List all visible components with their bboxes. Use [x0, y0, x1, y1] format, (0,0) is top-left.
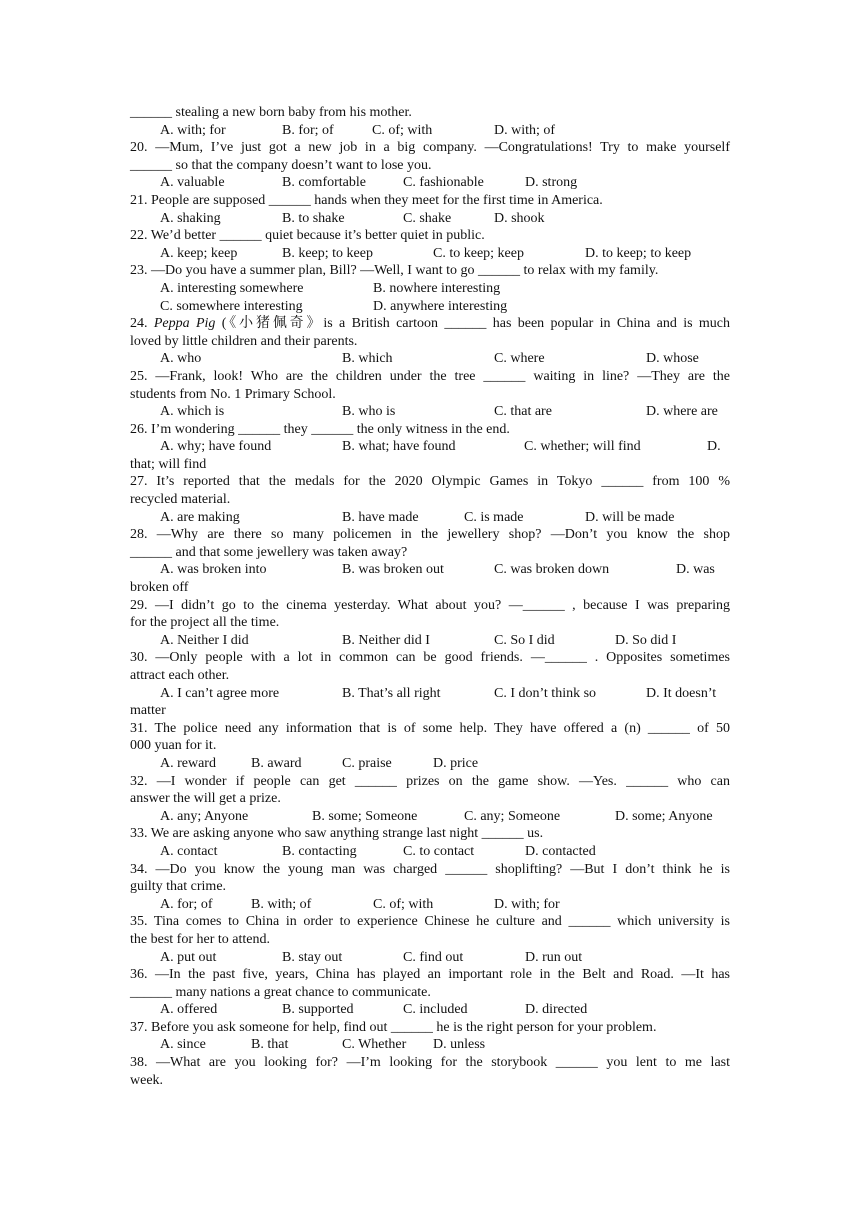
answer-option: A. offered	[160, 1002, 218, 1018]
answer-option: C. whether; will find	[524, 439, 641, 455]
question-line: the best for her to attend.	[130, 931, 270, 947]
question-line: 21. People are supposed ______ hands when they meet for the first time in America.	[130, 192, 603, 208]
answer-option: D. directed	[525, 1002, 588, 1018]
answer-options-row	[130, 808, 730, 826]
answer-option: B. what; have found	[342, 439, 456, 455]
answer-option: A. I can’t agree more	[160, 685, 280, 701]
question-line: ______ and that some jewellery was taken away?	[130, 544, 408, 560]
question-line: matter	[130, 703, 166, 719]
answer-option: C. is made	[464, 509, 524, 525]
answer-option: C. praise	[342, 755, 392, 771]
answer-option: D. shook	[494, 210, 545, 226]
answer-option: A. keep; keep	[160, 245, 238, 261]
answer-option: C. where	[494, 351, 545, 367]
answer-options-row	[130, 280, 730, 298]
answer-option: D. It doesn’t	[646, 685, 717, 701]
answer-option: B. award	[251, 755, 302, 771]
answer-options-row	[130, 122, 730, 140]
answer-options-row	[130, 174, 730, 192]
question-line: 28. —Why are there so many policemen in the jewellery shop? —Don’t you know the shop	[130, 527, 730, 543]
question-line: recycled material.	[130, 492, 231, 508]
answer-option: B. who is	[342, 404, 396, 420]
answer-option: B. keep; to keep	[282, 245, 373, 261]
question-line: students from No. 1 Primary School.	[130, 386, 336, 402]
answer-option: A. since	[160, 1037, 206, 1053]
question-line: 36. —In the past five, years, China has played an important role in the Belt and Road. —It has	[130, 967, 730, 983]
question-line: 38. —What are you looking for? —I’m looking for the storybook ______ you lent to me last	[130, 1055, 730, 1071]
answer-option: A. with; for	[160, 122, 226, 138]
answer-option: A. was broken into	[160, 562, 267, 578]
question-line: 33. We are asking anyone who saw anything strange last night ______ us.	[130, 826, 544, 842]
answer-option: D. run out	[525, 949, 583, 965]
answer-option: C. find out	[403, 949, 464, 965]
question-line: week.	[130, 1072, 164, 1088]
italic-title: Peppa Pig	[153, 316, 216, 332]
answer-option: A. reward	[160, 755, 216, 771]
answer-options-row	[130, 403, 730, 421]
answer-option: B. supported	[282, 1002, 354, 1018]
answer-options-row	[130, 1036, 730, 1054]
question-line: 31. The police need any information that is of some help. They have offered a (n) ______ of 50	[130, 720, 730, 736]
answer-option: D.	[707, 439, 721, 455]
answer-option: D. So did I	[615, 632, 677, 648]
question-line: 27. It’s reported that the medals for the 2020 Olympic Games in Tokyo ______ from 100 %	[130, 474, 730, 490]
answer-option: C. Whether	[342, 1037, 407, 1053]
question-line: 37. Before you ask someone for help, find out ______ he is the right person for your problem.	[130, 1019, 657, 1035]
answer-option: C. shake	[403, 210, 452, 226]
answer-option: C. I don’t think so	[494, 685, 597, 701]
answer-options-row	[130, 210, 730, 228]
answer-option: A. who	[160, 351, 202, 367]
answer-options-row	[130, 755, 730, 773]
answer-option: D. anywhere interesting	[373, 298, 508, 314]
answer-option: D. some; Anyone	[615, 808, 713, 824]
answer-options-row	[130, 298, 730, 316]
question-line: ______ many nations a great chance to communicate.	[130, 984, 431, 1000]
question-line: guilty that crime.	[130, 879, 227, 895]
answer-options-row	[130, 843, 730, 861]
question-line: loved by little children and their parents.	[130, 333, 358, 349]
answer-option: A. which is	[160, 404, 225, 420]
answer-option: B. That’s all right	[342, 685, 441, 701]
question-number: 24.	[130, 316, 154, 332]
answer-option: D. strong	[525, 175, 578, 191]
answer-option: C. that are	[494, 404, 552, 420]
answer-option: D. price	[433, 755, 479, 771]
answer-option: C. was broken down	[494, 562, 610, 578]
answer-option: A. put out	[160, 949, 217, 965]
answer-option: C. included	[403, 1002, 468, 1018]
answer-option: A. why; have found	[160, 439, 272, 455]
answer-option: C. any; Someone	[464, 808, 561, 824]
question-line: for the project all the time.	[130, 615, 280, 631]
answer-option: D. with; for	[494, 896, 560, 912]
question-line: ______ so that the company doesn’t want to lose you.	[130, 157, 432, 173]
answer-option: C. to contact	[403, 843, 475, 859]
answer-options-row	[130, 1001, 730, 1019]
answer-option: D. unless	[433, 1037, 486, 1053]
answer-option: C. to keep; keep	[433, 245, 524, 261]
question-line: answer the will get a prize.	[130, 791, 281, 807]
answer-option: B. for; of	[282, 122, 334, 138]
answer-option: A. valuable	[160, 175, 225, 191]
question-line: 26. I’m wondering ______ they ______ the only witness in the end.	[130, 421, 510, 437]
answer-option: C. of; with	[373, 896, 434, 912]
question-line: 25. —Frank, look! Who are the children under the tree ______ waiting in line? —They are the	[130, 368, 730, 384]
answer-option: B. stay out	[282, 949, 343, 965]
question-line: broken off	[130, 580, 189, 596]
answer-options-row	[130, 350, 730, 368]
answer-option: C. of; with	[372, 122, 433, 138]
answer-option: B. to shake	[282, 210, 345, 226]
exam-page	[130, 104, 730, 1089]
answer-option: D. was	[676, 562, 715, 578]
question-line	[130, 315, 730, 333]
answer-options-row	[130, 896, 730, 914]
answer-option: B. nowhere interesting	[373, 280, 501, 296]
question-line: 29. —I didn’t go to the cinema yesterday. What about you? —______ , because I was preparing	[130, 597, 730, 613]
answer-option: D. where are	[646, 404, 718, 420]
answer-option: D. contacted	[525, 843, 596, 859]
answer-option: B. Neither did I	[342, 632, 430, 648]
answer-option: B. with; of	[251, 896, 312, 912]
answer-option: B. was broken out	[342, 562, 444, 578]
answer-option: B. comfortable	[282, 175, 366, 191]
answer-option: A. interesting somewhere	[160, 280, 304, 296]
question-line: 20. —Mum, I’ve just got a new job in a big company. —Congratulations! Try to make yourself	[130, 140, 730, 156]
answer-option: A. shaking	[160, 210, 221, 226]
question-line: ______ stealing a new born baby from his mother.	[130, 105, 412, 120]
answer-option: C. So I did	[494, 632, 555, 648]
question-line: 34. —Do you know the young man was charged ______ shoplifting? —But I don’t think he is	[130, 861, 730, 877]
answer-option: B. have made	[342, 509, 419, 525]
question-text: (《小猪佩奇》is a British cartoon ______ has been popular in China and is much	[215, 316, 731, 332]
question-line: attract each other.	[130, 668, 230, 683]
answer-option: A. for; of	[160, 896, 213, 912]
answer-option: B. which	[342, 351, 393, 367]
answer-options-row	[130, 245, 730, 263]
answer-options-row	[130, 632, 730, 650]
answer-option: D. whose	[646, 351, 699, 367]
answer-option: A. Neither I did	[160, 632, 249, 648]
question-line: 35. Tina comes to China in order to experience Chinese he culture and ______ which university is	[130, 914, 730, 930]
answer-option: C. somewhere interesting	[160, 298, 303, 314]
question-line: 32. —I wonder if people can get ______ prizes on the game show. —Yes. ______ who can	[130, 773, 730, 789]
question-line: that; will find	[130, 456, 207, 472]
answer-option: A. any; Anyone	[160, 808, 249, 824]
answer-options-row	[130, 438, 730, 456]
answer-option: B. some; Someone	[312, 808, 418, 824]
answer-option: C. fashionable	[403, 175, 484, 191]
answer-options-row	[130, 685, 730, 703]
answer-option: D. to keep; to keep	[585, 245, 692, 261]
answer-option: D. will be made	[585, 509, 675, 525]
answer-option: A. contact	[160, 843, 218, 859]
answer-options-row	[130, 509, 730, 527]
answer-option: D. with; of	[494, 122, 556, 138]
question-line: 23. —Do you have a summer plan, Bill? —Well, I want to go ______ to relax with my family.	[130, 263, 659, 279]
answer-options-row	[130, 949, 730, 967]
question-line: 22. We’d better ______ quiet because it’s better quiet in public.	[130, 228, 485, 244]
answer-option: A. are making	[160, 509, 240, 525]
answer-option: B. contacting	[282, 843, 357, 859]
answer-options-row	[130, 561, 730, 579]
question-line: 30. —Only people with a lot in common can be good friends. —______ . Opposites sometimes	[130, 650, 730, 666]
question-line: 000 yuan for it.	[130, 738, 217, 754]
answer-option: B. that	[251, 1037, 289, 1053]
